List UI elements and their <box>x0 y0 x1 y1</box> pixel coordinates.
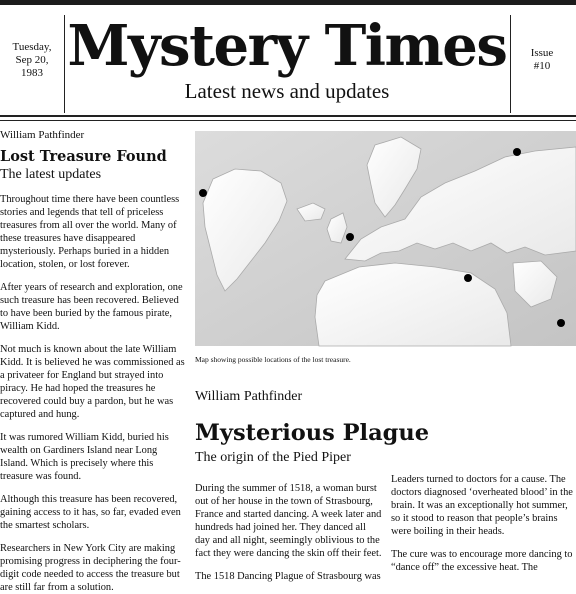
article-paragraph: Not much is known about the late William Kidd. It is believed he was commissioned as a privateer for England but strayed into piracy. He had hoped the treasures he recovered could buy a pardon, but he was captured and hung. <box>0 344 185 420</box>
masthead-rule-thick <box>0 115 576 117</box>
newspaper-tagline: Latest news and updates <box>184 79 390 103</box>
masthead-rule-thin <box>0 120 576 121</box>
article-paragraph: Researchers in New York City are making promising progress in deciphering the four-digit code needed to access the treasure but are still far from a solution. <box>0 543 181 593</box>
treasure-map-image <box>195 131 576 346</box>
map-location-marker <box>346 233 354 241</box>
article-paragraph: After years of research and exploration, one such treasure has been recovered. Believed to have been buried by the famous pirate, William Kidd. <box>0 282 183 332</box>
article-paragraph: It was rumored William Kidd, buried his wealth on Gardiners Island near Long Island. Which is precisely where this treasure was found. <box>0 432 169 482</box>
article-paragraph: Throughout time there have been countless stories and legends that tell of priceless treasures from all over the world. Many of these treasures have disappeared mysteriously. Perhaps buried in a hidden location, stolen, or lost forever. <box>0 194 180 270</box>
article2-column-2 <box>391 473 573 575</box>
article-lost-treasure <box>0 128 186 593</box>
map-location-marker <box>464 274 472 282</box>
article2-column-1 <box>195 482 383 582</box>
issue-number: Issue #10 <box>530 47 554 72</box>
top-border <box>0 0 576 5</box>
map-location-marker <box>513 148 521 156</box>
masthead <box>0 15 576 113</box>
article2-paragraph: The cure was to encourage more dancing to “dance off” the excessive heat. The <box>391 549 573 573</box>
article2-headline: Mysterious Plague <box>195 420 430 446</box>
article-subheadline: The latest updates <box>0 167 102 182</box>
article2-byline: William Pathfinder <box>195 389 303 404</box>
article-byline: William Pathfinder <box>0 129 85 141</box>
newspaper-title: Mystery Times <box>67 13 507 79</box>
article2-paragraph: Leaders turned to doctors for a cause. The doctors diagnosed ‘overheated blood’ in the brain. It was an exceptionally hot summer, so it stood to reason that people’s brains were boiling in their heads. <box>391 474 573 537</box>
article2-paragraph: The 1518 Dancing Plague of Strasbourg was <box>195 571 381 582</box>
article-headline: Lost Treasure Found <box>0 148 167 165</box>
article-paragraph: Although this treasure has been recovered, gaining access to it has, so far, evaded even the smartest scholars. <box>0 494 181 531</box>
map-location-marker <box>557 319 565 327</box>
issue-date: Tuesday, Sep 20, 1983 <box>12 41 52 79</box>
article2-subheadline: The origin of the Pied Piper <box>195 450 351 465</box>
article2-paragraph: During the summer of 1518, a woman burst out of her house in the town of Strasbourg, France and started dancing. A week later and hundreds had joined her. They danced all day and all night, seemingly oblivious to the fact they were dancing the skin off their feet. <box>195 483 382 559</box>
map-caption: Map showing possible locations of the lost treasure. <box>195 355 351 364</box>
map-location-marker <box>199 189 207 197</box>
world-map-illustration <box>195 131 576 346</box>
masthead-divider-right <box>510 15 511 113</box>
